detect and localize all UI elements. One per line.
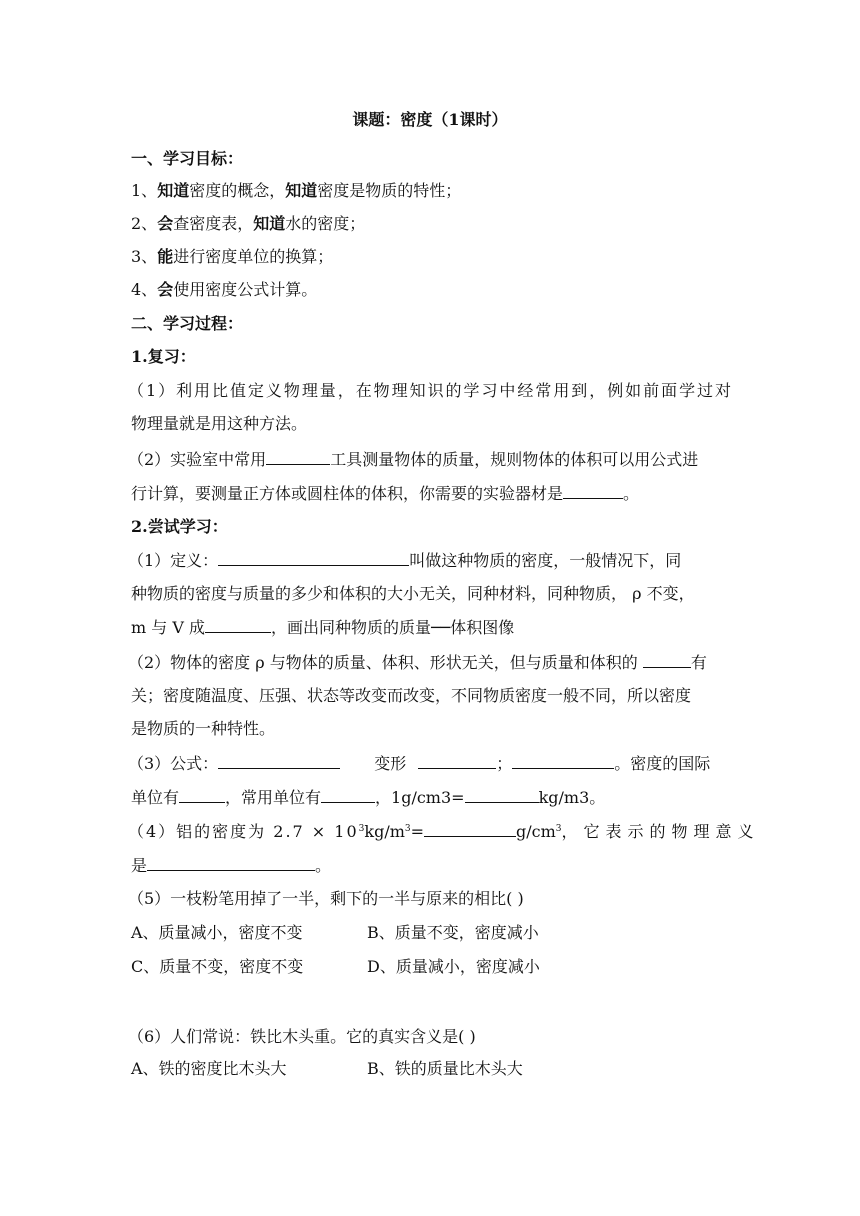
trial-q4-line2 bbox=[131, 854, 731, 876]
goal-text: 进行密度单位的换算； bbox=[173, 247, 334, 266]
question-text: （2）物体的密度 ρ 与物体的质量、体积、形状无关，但与质量和体积的 bbox=[128, 653, 643, 672]
answer-blank[interactable] bbox=[424, 820, 516, 837]
review-q1-line1: （1）利用比值定义物理量，在物理知识的学习中经常用到，例如前面学过对 bbox=[128, 381, 731, 400]
question-text: （3）公式： bbox=[128, 754, 219, 773]
question-text: 工具测量物体的质量，规则物体的体积可以用公式进 bbox=[330, 450, 699, 469]
answer-blank[interactable] bbox=[218, 549, 409, 566]
question-text: 变形 bbox=[374, 754, 407, 773]
subsection-heading-trial: 2.尝试学习： bbox=[131, 517, 228, 536]
page-title: 课题：密度（1课时） bbox=[352, 110, 508, 129]
answer-blank[interactable] bbox=[465, 786, 539, 803]
question-text: g/cm bbox=[516, 822, 556, 841]
q6-option-b[interactable]: B、铁的质量比木头大 bbox=[367, 1059, 523, 1078]
goal-keyword: 知道 bbox=[157, 181, 190, 200]
review-q1-line2: 物理量就是用这种方法。 bbox=[131, 414, 308, 433]
trial-q6: （6）人们常说：铁比木头重。它的真实含义是( ) bbox=[128, 1027, 476, 1046]
q5-option-b[interactable]: B、质量不变，密度减小 bbox=[367, 923, 539, 942]
question-text: 有 bbox=[690, 653, 707, 672]
question-text: ，画出同种物质的质量──体积图像 bbox=[271, 618, 515, 637]
goal-text: 水的密度； bbox=[285, 214, 366, 233]
question-text: 是 bbox=[131, 856, 148, 875]
goal-text: 密度的概念， bbox=[189, 181, 286, 200]
goal-number: 1、 bbox=[131, 181, 158, 200]
question-text: 。密度的国际 bbox=[614, 754, 711, 773]
question-text: 。 bbox=[623, 484, 640, 503]
trial-q5: （5）一枝粉笔用掉了一半，剩下的一半与原来的相比( ) bbox=[128, 889, 524, 908]
answer-blank[interactable] bbox=[205, 616, 271, 633]
answer-blank[interactable] bbox=[563, 482, 623, 499]
review-q2-line1 bbox=[128, 448, 728, 470]
question-text: 。 bbox=[315, 856, 332, 875]
q5-option-c[interactable]: C、质量不变，密度不变 bbox=[131, 957, 304, 976]
answer-blank[interactable] bbox=[147, 854, 315, 871]
trial-q2-line2: 关；密度随温度、压强、状态等改变而改变，不同物质密度一般不同，所以密度 bbox=[131, 686, 692, 705]
exponent: 3 bbox=[404, 824, 411, 834]
goal-keyword: 会 bbox=[157, 280, 174, 299]
q6-option-a[interactable]: A、铁的密度比木头大 bbox=[131, 1059, 287, 1078]
answer-blank[interactable] bbox=[643, 651, 691, 668]
answer-blank[interactable] bbox=[179, 786, 225, 803]
question-text: kg/m3。 bbox=[538, 788, 606, 807]
subsection-heading-review: 1.复习： bbox=[131, 347, 196, 366]
goal-item-2 bbox=[131, 213, 731, 235]
review-q2-line2 bbox=[131, 482, 731, 504]
question-text: ，1g/cm3= bbox=[375, 788, 465, 807]
answer-blank[interactable] bbox=[266, 448, 330, 465]
question-text: ，它表示的物理意义 bbox=[561, 822, 760, 841]
goal-text: 使用密度公式计算。 bbox=[173, 280, 318, 299]
trial-q1-line1 bbox=[128, 549, 728, 571]
trial-q4-line1 bbox=[128, 820, 760, 842]
question-text: ，常用单位有 bbox=[225, 788, 322, 807]
question-text: （2）实验室中常用 bbox=[128, 450, 267, 469]
trial-q2-line3: 是物质的一种特性。 bbox=[131, 719, 276, 738]
trial-q1-line2: 种物质的密度与质量的多少和体积的大小无关，同种材料，同种物质， ρ 不变， bbox=[131, 584, 695, 603]
question-text: （1）定义： bbox=[128, 551, 219, 570]
goal-text: 查密度表， bbox=[173, 214, 254, 233]
goal-keyword: 知道 bbox=[253, 214, 286, 233]
goal-item-1 bbox=[131, 180, 731, 202]
goal-keyword: 知道 bbox=[285, 181, 318, 200]
goal-keyword: 会 bbox=[157, 214, 174, 233]
q5-option-d[interactable]: D、质量减小，密度减小 bbox=[367, 957, 540, 976]
goal-item-4 bbox=[131, 279, 731, 301]
trial-q2-line1 bbox=[128, 651, 728, 673]
goal-item-3 bbox=[131, 246, 731, 268]
answer-blank[interactable] bbox=[418, 752, 496, 769]
goal-number: 2、 bbox=[131, 214, 158, 233]
exponent: 3 bbox=[358, 824, 365, 834]
question-text: 叫做这种物质的密度，一般情况下，同 bbox=[409, 551, 682, 570]
question-text: 行计算，要测量正方体或圆柱体的体积，你需要的实验器材是 bbox=[131, 484, 564, 503]
trial-q3-line2 bbox=[131, 786, 731, 808]
answer-blank[interactable] bbox=[512, 752, 614, 769]
goal-number: 4、 bbox=[131, 280, 158, 299]
question-text: ； bbox=[496, 754, 513, 773]
section-heading-process: 二、学习过程： bbox=[131, 314, 244, 333]
trial-q1-line3 bbox=[131, 616, 731, 638]
question-text: 单位有 bbox=[131, 788, 180, 807]
goal-number: 3、 bbox=[131, 247, 158, 266]
question-text: kg/m bbox=[364, 822, 405, 841]
goal-keyword: 能 bbox=[157, 247, 174, 266]
question-text: （4）铝的密度为 2.7 × 10 bbox=[128, 822, 359, 841]
answer-blank[interactable] bbox=[321, 786, 375, 803]
question-text: m 与 V 成 bbox=[131, 618, 205, 637]
q5-option-a[interactable]: A、质量减小，密度不变 bbox=[131, 923, 303, 942]
section-heading-goals: 一、学习目标： bbox=[131, 149, 244, 168]
goal-text: 密度是物质的特性； bbox=[317, 181, 462, 200]
trial-q3-line1 bbox=[128, 752, 728, 774]
exponent: 3 bbox=[555, 824, 562, 834]
question-text: = bbox=[410, 822, 425, 841]
answer-blank[interactable] bbox=[218, 752, 340, 769]
